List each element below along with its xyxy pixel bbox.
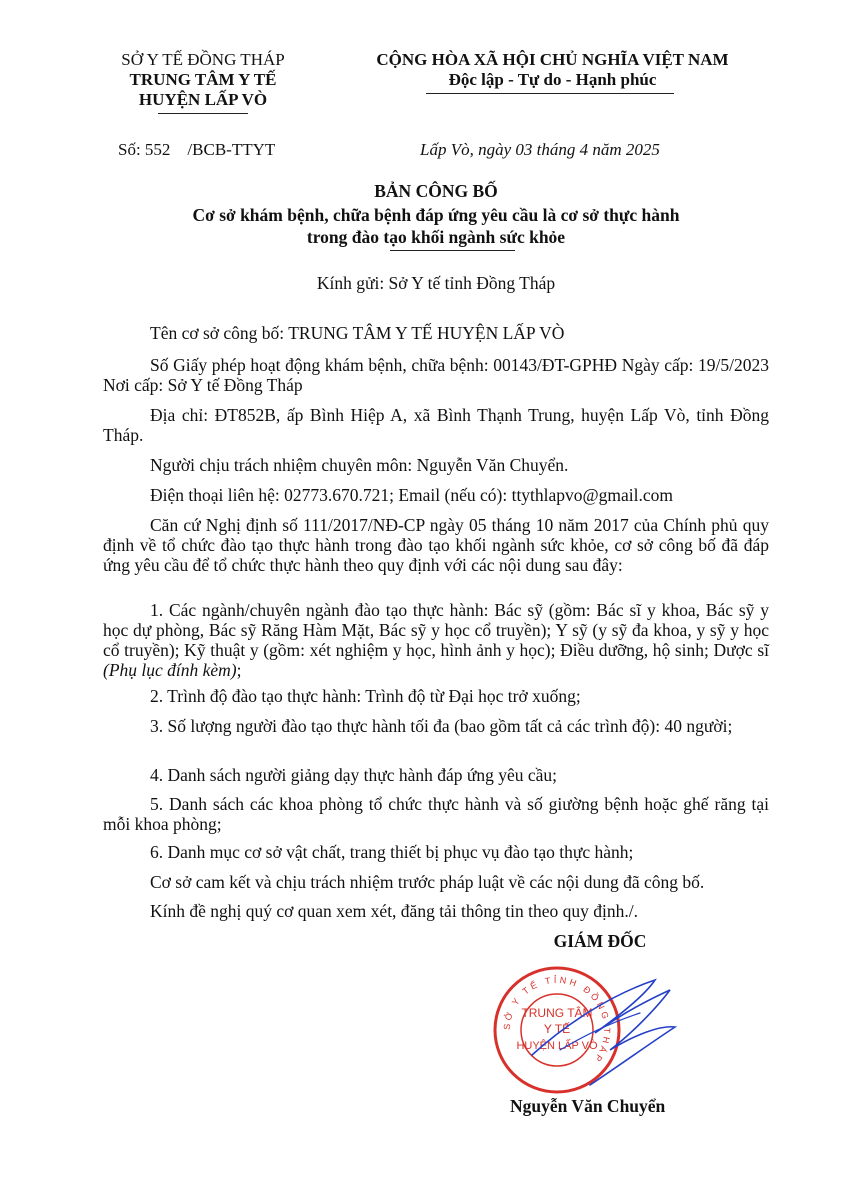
- org-name-line1: TRUNG TÂM Y TẾ: [129, 70, 277, 89]
- list-item-instructors: 4. Danh sách người giảng dạy thực hành đáp ứng yêu cầu;: [150, 765, 558, 785]
- item1-text: 1. Các ngành/chuyên ngành đào tạo thực hành: Bác sỹ (gồm: Bác sĩ y khoa, Bác sỹ y học dự phòng, Bác sỹ Răng Hàm Mặt, Bác sỹ y học cổ truyền); Y sỹ (y sỹ đa khoa, y sỹ y học cổ truyền); Kỹ thuật y (gồm: xét nghiệm y học, hình ảnh y học); Điều dưỡng, hộ sinh; Dược sĩ: [103, 600, 769, 660]
- national-heading: [345, 50, 760, 90]
- official-stamp: [470, 955, 720, 1105]
- recipient: Kính gửi: Sở Y tế tỉnh Đồng Tháp: [316, 273, 556, 293]
- stamp-center-line1: TRUNG TÂM: [521, 1006, 593, 1020]
- stamp-center-line2: Y TẾ: [543, 1022, 571, 1036]
- document-subtitle: [103, 204, 769, 248]
- item1-appendix-note: (Phụ lục đính kèm): [103, 660, 237, 680]
- motto-underline: [426, 93, 674, 94]
- stamp-ring-text: SỞ Y TẾ TỈNH ĐỒNG THÁP: [501, 974, 613, 1066]
- contact-info: Điện thoại liên hệ: 02773.670.721; Email (nếu có): ttythlapvo@gmail.com: [150, 485, 674, 505]
- list-item-training-fields: [103, 600, 769, 680]
- place-date: Lấp Vò, ngày 03 tháng 4 năm 2025: [420, 140, 660, 159]
- stamp-center-line3: HUYỆN LẤP VÒ: [516, 1040, 598, 1052]
- org-name-line2: HUYỆN LẤP VÒ: [138, 90, 268, 109]
- issuing-organization: [88, 50, 318, 110]
- signer-name: Nguyễn Văn Chuyển: [510, 1096, 666, 1116]
- list-item-departments: 5. Danh sách các khoa phòng tổ chức thực hành và số giường bệnh hoặc ghế răng tại mỗi khoa phòng;: [103, 794, 769, 834]
- license-info: Số Giấy phép hoạt động khám bệnh, chữa bệnh: 00143/ĐT-GPHĐ Ngày cấp: 19/5/2023 Nơi cấp: Sở Y tế Đồng Tháp: [103, 355, 769, 395]
- responsible-person: Người chịu trách nhiệm chuyên môn: Nguyễn Văn Chuyển.: [150, 455, 569, 475]
- nation-name: CỘNG HÒA XÃ HỘI CHỦ NGHĨA VIỆT NAM: [376, 50, 729, 69]
- org-underline: [158, 113, 248, 114]
- subtitle-line1: Cơ sở khám bệnh, chữa bệnh đáp ứng yêu cầu là cơ sở thực hành: [192, 205, 680, 225]
- org-parent: SỞ Y TẾ ĐỒNG THÁP: [121, 50, 285, 69]
- facility-name: Tên cơ sở công bố: TRUNG TÂM Y TẾ HUYỆN LẤP VÒ: [150, 323, 565, 343]
- item1-end: ;: [236, 660, 242, 680]
- subtitle-line2: trong đào tạo khối ngành sức khỏe: [306, 227, 566, 247]
- title-underline: [390, 250, 515, 251]
- request: Kính đề nghị quý cơ quan xem xét, đăng tải thông tin theo quy định./.: [150, 901, 639, 921]
- document-title: BẢN CÔNG BỐ: [374, 181, 498, 201]
- list-item-max-trainees: 3. Số lượng người đào tạo thực hành tối đa (bao gồm tất cả các trình độ): 40 người;: [150, 716, 733, 736]
- legal-basis: Căn cứ Nghị định số 111/2017/NĐ-CP ngày 05 tháng 10 năm 2017 của Chính phủ quy định về tổ chức đào tạo thực hành trong đào tạo khối ngành sức khỏe, cơ sở công bố đã đáp ứng yêu cầu để tổ chức thực hành theo quy định với các nội dung sau đây:: [103, 515, 769, 575]
- facility-address: Địa chỉ: ĐT852B, ấp Bình Hiệp A, xã Bình Thạnh Trung, huyện Lấp Vò, tỉnh Đồng Tháp.: [103, 405, 769, 445]
- commitment: Cơ sở cam kết và chịu trách nhiệm trước pháp luật về các nội dung đã công bố.: [150, 872, 705, 892]
- document-number: Số: 552 /BCB-TTYT: [118, 140, 276, 159]
- signer-position: GIÁM ĐỐC: [553, 931, 647, 951]
- list-item-facilities: 6. Danh mục cơ sở vật chất, trang thiết bị phục vụ đào tạo thực hành;: [150, 842, 634, 862]
- list-item-training-level: 2. Trình độ đào tạo thực hành: Trình độ từ Đại học trở xuống;: [150, 686, 581, 706]
- national-motto: Độc lập - Tự do - Hạnh phúc: [448, 70, 657, 89]
